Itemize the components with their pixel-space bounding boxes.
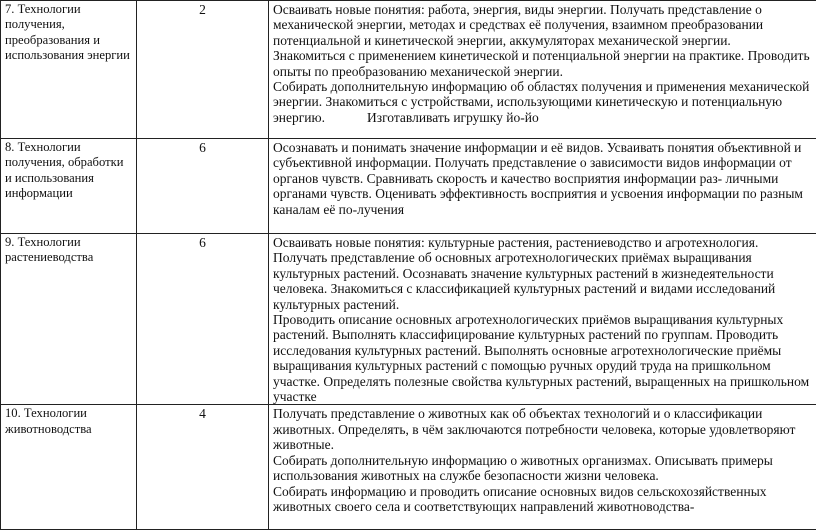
table-row (1, 139, 816, 234)
hours-cell: 2 (137, 1, 269, 139)
table-row (1, 234, 816, 405)
description-paragraph: Осознавать и понимать значение информации и её видов. Усваивать понятия объективной и субъективной информации. Получать представление о зависимости видов информации от органов чувств. Сравнивать скорость и качество восприятия информации раз- личными органами чувств. Оценивать эффективность восприятия и усвоения информации по разным каналам её по-лучения (273, 140, 812, 217)
description-tail: Изготавливать игрушку йо-йо (367, 110, 539, 125)
description-paragraph: Проводить описание основных агротехнологических приёмов выращивания культурных растений. Выполнять классифицирование культурных растений по группам. Проводить исследования культурных растений. Выполнять основные агротехнологические приёмы выращивания культурных растений с помощью ручных орудий труда на пришкольном участке. Определять полезные свойства культурных растений, выращенных на пришкольном участке (273, 312, 812, 404)
description-cell (269, 139, 816, 234)
topic-cell: 10. Технологии животноводства (1, 405, 137, 530)
description-text: Собирать дополнительную информацию об областях получения и применения механической энергии. Знакомиться с устройствами, использующими кинетическую и потенциальную энергию. (273, 79, 809, 125)
table-row (1, 405, 816, 530)
description-paragraph: Осваивать новые понятия: культурные растения, растениеводство и агротехнология. Получать представление об основных агротехнологических приёмах выращивания культурных растений. Осознавать значение культурных растений в жизнедеятельности человека. Знакомиться с классификацией культурных растений и видами исследований культурных растений. (273, 235, 812, 312)
description-paragraph: Получать представление о животных как об объектах технологий и о классификации животных. Определять, в чём заключаются потребности человека, которые удовлетворяют животные. (273, 406, 812, 452)
topic-cell: 8. Технологии получения, обработки и использования информации (1, 139, 137, 234)
description-cell (269, 234, 816, 405)
topic-cell: 7. Технологии получения, преобразования и использования энергии (1, 1, 137, 139)
description-paragraph: Знакомиться с применением кинетической и потенциальной энергии на практике. Проводить опыты по преобразованию механической энергии. (273, 48, 812, 79)
description-paragraph: Собирать информацию и проводить описание основных видов сельскохозяйственных животных своего села и соответствующих направлений животноводства- (273, 484, 812, 515)
hours-cell: 6 (137, 234, 269, 405)
description-cell (269, 405, 816, 530)
hours-cell: 4 (137, 405, 269, 530)
description-cell (269, 1, 816, 139)
description-paragraph (273, 79, 812, 125)
hours-cell: 6 (137, 139, 269, 234)
topic-cell: 9. Технологии растениеводства (1, 234, 137, 405)
table-row (1, 1, 816, 139)
description-paragraph: Собирать дополнительную информацию о животных организмах. Описывать примеры использования животных на службе безопасности жизни человека. (273, 453, 812, 484)
description-paragraph: Осваивать новые понятия: работа, энергия, виды энергии. Получать представление о механической энергии, методах и средствах её получения, взаимном преобразовании потенциальной и кинетической энергии, аккумуляторах механической энергии. (273, 2, 812, 48)
